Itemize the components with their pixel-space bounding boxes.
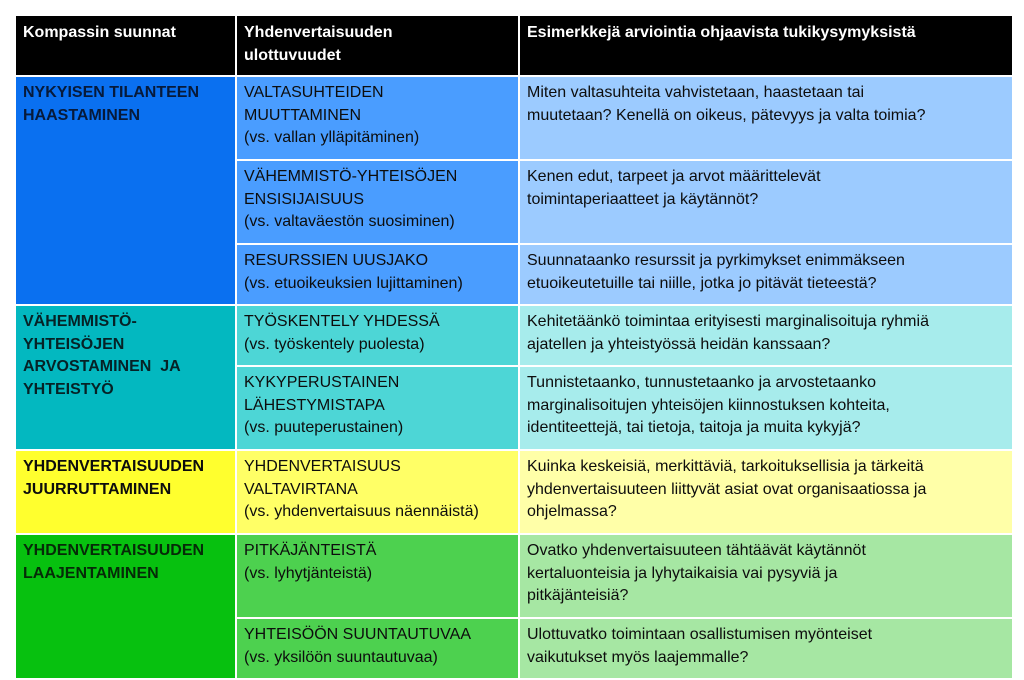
question-line: marginalisoitujen yhteisöjen kiinnostuksen kohteita, [527, 396, 890, 414]
dimension-cell [236, 450, 519, 534]
direction-cell-expanding-equity [15, 534, 236, 679]
direction-label-line: YHTEISTYÖ [23, 380, 114, 398]
question-line: Kuinka keskeisiä, merkittäviä, tarkoituksellisia ja tärkeitä [527, 458, 924, 475]
dimension-cell [236, 160, 519, 244]
dimension-line: YHTEISÖÖN SUUNTAUTUVAA [244, 626, 471, 643]
table-row [15, 534, 1013, 618]
dimension-contrast-line: (vs. yhdenvertaisuus näennäistä) [244, 503, 479, 520]
question-line: yhdenvertaisuuteen liittyvät asiat ovat organisaatiossa ja [527, 480, 927, 498]
direction-label-line: NYKYISEN TILANTEEN [23, 84, 200, 101]
question-line: identiteettejä, tai tietoja, taitoja ja muita kykyjä? [527, 419, 861, 436]
dimension-line: YHDENVERTAISUUS [244, 458, 401, 475]
dimension-contrast-line: (vs. puuteperustainen) [244, 419, 404, 436]
direction-cell-embedding-equity [15, 450, 236, 534]
dimension-line: LÄHESTYMISTAPA [244, 396, 385, 414]
question-line: Tunnistetaanko, tunnustetaanko ja arvostetaanko [527, 374, 876, 391]
dimension-line: VÄHEMMISTÖ-YHTEISÖJEN [244, 168, 458, 185]
question-cell [519, 618, 1013, 679]
direction-label-line: LAAJENTAMINEN [23, 564, 159, 582]
direction-cell-valuing-minority-communities [15, 305, 236, 450]
dimension-cell [236, 366, 519, 450]
question-line: vaikutukset myös laajemmalle? [527, 648, 749, 666]
direction-label-line: JUURRUTTAMINEN [23, 480, 172, 498]
dimension-contrast-line: (vs. lyhytjänteistä) [244, 564, 373, 582]
direction-label-line: VÄHEMMISTÖ- [23, 313, 137, 330]
dimension-contrast-line: (vs. vallan ylläpitäminen) [244, 129, 420, 146]
dimension-cell [236, 76, 519, 160]
dimension-line: PITKÄJÄNTEISTÄ [244, 542, 377, 559]
dimension-line: ENSISIJAISUUS [244, 190, 365, 208]
question-line: kertaluonteisia ja lyhytaikaisia vai pysyviä ja [527, 564, 838, 582]
direction-label-line: YHDENVERTAISUUDEN [23, 458, 205, 475]
table-row [15, 305, 1013, 366]
dimension-contrast-line: (vs. yksilöön suuntautuvaa) [244, 648, 438, 666]
dimension-line: TYÖSKENTELY YHDESSÄ [244, 313, 440, 330]
header-dimensions-line: Yhdenvertaisuuden [244, 24, 393, 41]
dimension-line: RESURSSIEN UUSJAKO [244, 252, 429, 269]
dimension-cell [236, 305, 519, 366]
direction-label-line: YHTEISÖJEN [23, 335, 125, 353]
dimension-contrast-line: (vs. etuoikeuksien lujittaminen) [244, 274, 463, 292]
dimension-cell [236, 534, 519, 618]
direction-cell-challenging-status-quo [15, 76, 236, 305]
question-line: ohjelmassa? [527, 503, 617, 520]
header-equity-dimensions [236, 15, 519, 76]
question-cell [519, 305, 1013, 366]
question-cell [519, 450, 1013, 534]
question-line: ajatellen ja yhteistyössä heidän kanssaan? [527, 335, 831, 353]
question-cell [519, 244, 1013, 305]
header-dimensions-line: ulottuvuudet [244, 46, 341, 64]
dimension-line: MUUTTAMINEN [244, 106, 362, 124]
question-line: Miten valtasuhteita vahvistetaan, haastetaan tai [527, 84, 865, 101]
dimension-line: VALTASUHTEIDEN [244, 84, 384, 101]
table-header-row [15, 15, 1013, 76]
dimension-contrast-line: (vs. työskentely puolesta) [244, 335, 425, 353]
dimension-line: KYKYPERUSTAINEN [244, 374, 400, 391]
question-line: Ovatko yhdenvertaisuuteen tähtäävät käytännöt [527, 542, 866, 559]
question-line: etuoikeutetuille tai niille, jotka jo pitävät tieteestä? [527, 274, 877, 292]
question-cell [519, 366, 1013, 450]
question-line: toimintaperiaatteet ja käytännöt? [527, 190, 759, 208]
dimension-cell [236, 618, 519, 679]
direction-label-line: HAASTAMINEN [23, 106, 141, 124]
table-row [15, 450, 1013, 534]
question-cell [519, 534, 1013, 618]
dimension-cell [236, 244, 519, 305]
question-line: pitkäjänteisiä? [527, 587, 629, 604]
question-line: Kehitetäänkö toimintaa erityisesti marginalisoituja ryhmiä [527, 313, 929, 330]
direction-label-line: ARVOSTAMINEN JA [23, 358, 181, 375]
equity-compass-table [14, 14, 1014, 680]
dimension-line: VALTAVIRTANA [244, 480, 358, 498]
question-line: Kenen edut, tarpeet ja arvot määrittelevät [527, 168, 821, 185]
question-line: Suunnataanko resurssit ja pyrkimykset enimmäkseen [527, 252, 905, 269]
question-cell [519, 160, 1013, 244]
question-line: muutetaan? Kenellä on oikeus, pätevyys ja valta toimia? [527, 106, 926, 124]
question-line: Ulottuvatko toimintaan osallistumisen myönteiset [527, 626, 873, 643]
question-cell [519, 76, 1013, 160]
dimension-contrast-line: (vs. valtaväestön suosiminen) [244, 213, 455, 230]
header-guiding-questions: Esimerkkejä arviointia ohjaavista tukikysymyksistä [519, 15, 1013, 76]
table-row [15, 76, 1013, 160]
direction-label-line: YHDENVERTAISUUDEN [23, 542, 205, 559]
header-compass-directions: Kompassin suunnat [15, 15, 236, 76]
